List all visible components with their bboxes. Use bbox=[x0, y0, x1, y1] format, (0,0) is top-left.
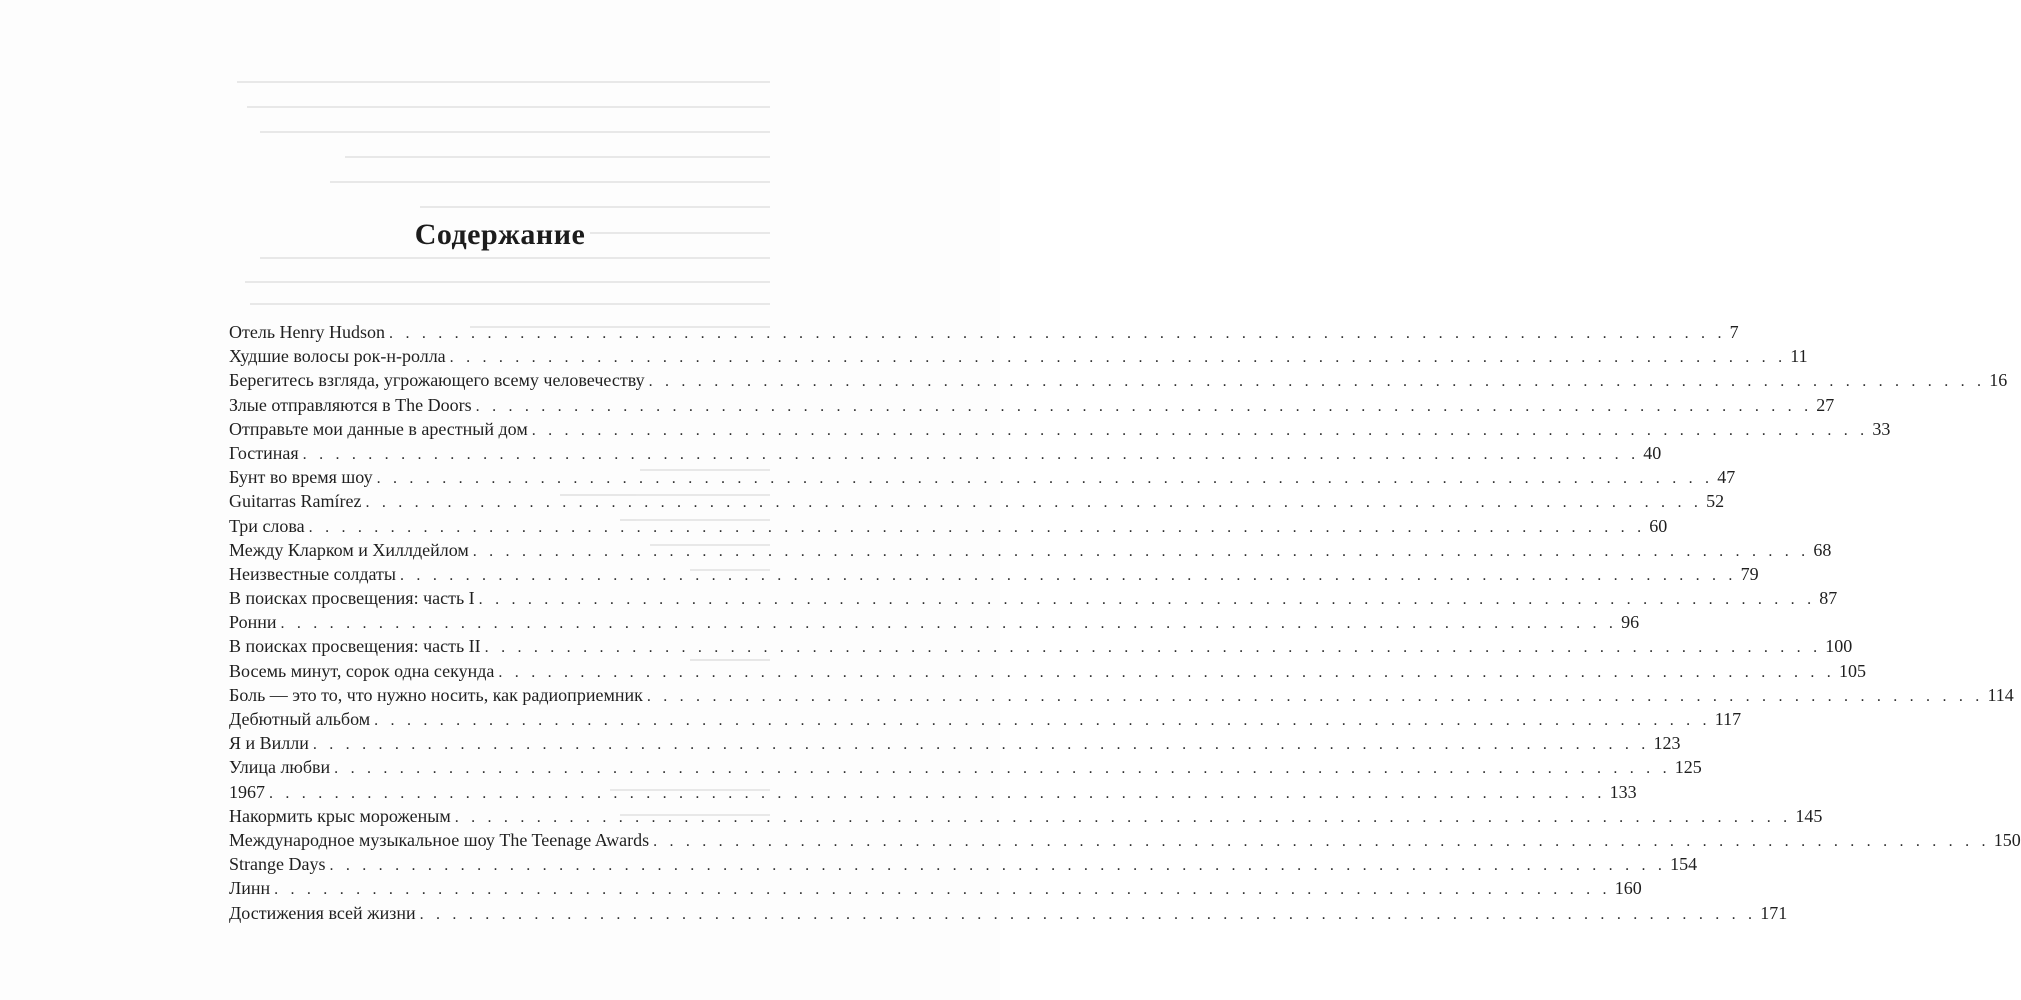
page-title: Содержание bbox=[414, 218, 586, 251]
toc-entry-title: Достижения всей жизни bbox=[229, 902, 416, 923]
toc-entry-title: Дебютный альбом bbox=[229, 709, 371, 729]
toc-entry-title: 1967 bbox=[229, 781, 265, 802]
dot-leader: . . . . . . . . . . . . . . . . . . . . . . . . . . . . . . . . . . . . . . . . . . . . . . . . . . . . . . . . . . . . . . . . . . . . . . . . . . . . . . . . . . bbox=[498, 663, 1835, 681]
toc-entry bbox=[229, 562, 1759, 586]
toc-page-number: 105 bbox=[1839, 660, 1866, 681]
toc-entry-title: В поисках просвещения: часть II bbox=[229, 636, 481, 657]
toc-entry-title: Отель Henry Hudson bbox=[229, 322, 386, 342]
toc-entry bbox=[229, 755, 1702, 779]
dot-leader: . . . . . . . . . . . . . . . . . . . . . . . . . . . . . . . . . . . . . . . . . . . . . . . . . . . . . . . . . . . . . . . . . . . . . . . . . . . . . . . . . . bbox=[374, 712, 1711, 729]
dot-leader: . . . . . . . . . . . . . . . . . . . . . . . . . . . . . . . . . . . . . . . . . . . . . . . . . . . . . . . . . . . . . . . . . . . . . . . . . . . . . . . . . . bbox=[400, 566, 1737, 584]
toc-entry-title: Гостиная bbox=[229, 442, 299, 463]
dot-leader: . . . . . . . . . . . . . . . . . . . . . . . . . . . . . . . . . . . . . . . . . . . . . . . . . . . . . . . . . . . . . . . . . . . . . . . . . . . . . . . . . . bbox=[646, 687, 1984, 705]
dot-leader: . . . . . . . . . . . . . . . . . . . . . . . . . . . . . . . . . . . . . . . . . . . . . . . . . . . . . . . . . . . . . . . . . . . . . . . . . . . . . . . . . . bbox=[478, 591, 1816, 609]
toc-page-number: 133 bbox=[1609, 781, 1637, 802]
toc-entry bbox=[229, 538, 1832, 562]
toc-entry bbox=[229, 441, 1662, 465]
toc-entry bbox=[229, 465, 1736, 489]
dot-leader: . . . . . . . . . . . . . . . . . . . . . . . . . . . . . . . . . . . . . . . . . . . . . . . . . . . . . . . . . . . . . . . . . . . . . . . . . . . . . . . . . . bbox=[302, 445, 1640, 463]
toc-page-number: 27 bbox=[1816, 394, 1835, 415]
toc-page-number: 87 bbox=[1819, 588, 1838, 609]
toc-entry-title: Отправьте мои данные в арестный дом bbox=[229, 418, 528, 439]
toc-page-number: 60 bbox=[1649, 515, 1668, 536]
toc-entry bbox=[229, 586, 1838, 610]
toc-page-number: 47 bbox=[1717, 467, 1736, 488]
toc-page-number: 96 bbox=[1621, 612, 1640, 633]
dot-leader: . . . . . . . . . . . . . . . . . . . . . . . . . . . . . . . . . . . . . . . . . . . . . . . . . . . . . . . . . . . . . . . . . . . . . . . . . . . . . . . . . . bbox=[308, 518, 1646, 536]
toc-entry bbox=[229, 876, 1642, 900]
toc-entry-title: Берегитесь взгляда, угрожающего всему человечеству bbox=[229, 370, 645, 391]
toc-page-number: 123 bbox=[1653, 733, 1681, 754]
toc-entry-title: Худшие волосы рок-н-ролла bbox=[229, 346, 446, 367]
toc-page-number: 100 bbox=[1825, 636, 1853, 657]
toc-entry bbox=[229, 417, 1891, 441]
dot-leader: . . . . . . . . . . . . . . . . . . . . . . . . . . . . . . . . . . . . . . . . . . . . . . . . . . . . . . . . . . . . . . . . . . . . . . . . . . . . . . . . . . bbox=[449, 349, 1787, 367]
table-of-contents bbox=[229, 320, 2021, 925]
dot-leader: . . . . . . . . . . . . . . . . . . . . . . . . . . . . . . . . . . . . . . . . . . . . . . . . . . . . . . . . . . . . . . . . . . . . . . . . . . . . . . . . . . bbox=[472, 542, 1810, 560]
toc-entry-title: Три слова bbox=[229, 515, 305, 536]
toc-page-number: 150 bbox=[1993, 829, 2021, 850]
toc-entry bbox=[229, 731, 1681, 755]
toc-page-number: 40 bbox=[1643, 442, 1662, 463]
dot-leader: . . . . . . . . . . . . . . . . . . . . . . . . . . . . . . . . . . . . . . . . . . . . . . . . . . . . . . . . . . . . . . . . . . . . . . . . . . . . . . . . . . bbox=[531, 421, 1869, 439]
toc-entry-title: Я и Вилли bbox=[229, 733, 309, 754]
dot-leader: . . . . . . . . . . . . . . . . . . . . . . . . . . . . . . . . . . . . . . . . . . . . . . . . . . . . . . . . . . . . . . . . . . . . . . . . . . . . . . . . . . bbox=[454, 808, 1792, 826]
toc-page-number: 171 bbox=[1760, 902, 1788, 923]
toc-page-number: 68 bbox=[1813, 539, 1832, 560]
dot-leader: . . . . . . . . . . . . . . . . . . . . . . . . . . . . . . . . . . . . . . . . . . . . . . . . . . . . . . . . . . . . . . . . . . . . . . . . . . . . . . . . . . bbox=[648, 373, 1986, 391]
toc-entry bbox=[229, 780, 1637, 804]
toc-entry-title: Бунт во время шоу bbox=[229, 467, 373, 488]
toc-page-number: 154 bbox=[1670, 854, 1698, 875]
toc-entry-title: Улица любви bbox=[229, 757, 331, 778]
toc-page-number: 52 bbox=[1706, 491, 1725, 512]
toc-page-number: 33 bbox=[1872, 418, 1891, 439]
toc-page-number: 114 bbox=[1987, 684, 2014, 705]
toc-page-number: 7 bbox=[1729, 322, 1739, 342]
toc-entry-title: Между Кларком и Хиллдейлом bbox=[229, 539, 469, 560]
toc-entry-title: Злые отправляются в The Doors bbox=[229, 394, 472, 415]
toc-entry bbox=[229, 610, 1640, 634]
toc-entry bbox=[229, 828, 2021, 852]
toc-page-number: 145 bbox=[1795, 805, 1823, 826]
toc-entry bbox=[229, 659, 1866, 683]
toc-entry bbox=[229, 368, 2008, 392]
dot-leader: . . . . . . . . . . . . . . . . . . . . . . . . . . . . . . . . . . . . . . . . . . . . . . . . . . . . . . . . . . . . . . . . . . . . . . . . . . . . . . . . . . bbox=[653, 832, 1990, 850]
dot-leader: . . . . . . . . . . . . . . . . . . . . . . . . . . . . . . . . . . . . . . . . . . . . . . . . . . . . . . . . . . . . . . . . . . . . . . . . . . . . . . . . . . bbox=[376, 470, 1714, 488]
toc-entry-title: Неизвестные солдаты bbox=[229, 563, 397, 584]
dot-leader: . . . . . . . . . . . . . . . . . . . . . . . . . . . . . . . . . . . . . . . . . . . . . . . . . . . . . . . . . . . . . . . . . . . . . . . . . . . . . . . . . . bbox=[475, 397, 1813, 415]
toc-entry-title: Накормить крыс мороженым bbox=[229, 805, 451, 826]
toc-page-number: 11 bbox=[1790, 346, 1808, 367]
toc-page-number: 160 bbox=[1614, 878, 1642, 899]
toc-entry-title: Международное музыкальное шоу The Teenage Awards bbox=[229, 829, 650, 850]
toc-entry bbox=[229, 393, 1835, 417]
dot-leader: . . . . . . . . . . . . . . . . . . . . . . . . . . . . . . . . . . . . . . . . . . . . . . . . . . . . . . . . . . . . . . . . . . . . . . . . . . . . . . . . . . bbox=[269, 784, 1606, 802]
dot-leader: . . . . . . . . . . . . . . . . . . . . . . . . . . . . . . . . . . . . . . . . . . . . . . . . . . . . . . . . . . . . . . . . . . . . . . . . . . . . . . . . . . bbox=[389, 325, 1726, 342]
toc-entry bbox=[229, 852, 1698, 876]
toc-entry bbox=[229, 344, 1808, 368]
toc-entry bbox=[229, 683, 2014, 707]
dot-leader: . . . . . . . . . . . . . . . . . . . . . . . . . . . . . . . . . . . . . . . . . . . . . . . . . . . . . . . . . . . . . . . . . . . . . . . . . . . . . . . . . . bbox=[334, 760, 1671, 778]
dot-leader: . . . . . . . . . . . . . . . . . . . . . . . . . . . . . . . . . . . . . . . . . . . . . . . . . . . . . . . . . . . . . . . . . . . . . . . . . . . . . . . . . . bbox=[419, 905, 1757, 923]
toc-entry bbox=[229, 901, 1788, 925]
dot-leader: . . . . . . . . . . . . . . . . . . . . . . . . . . . . . . . . . . . . . . . . . . . . . . . . . . . . . . . . . . . . . . . . . . . . . . . . . . . . . . . . . . bbox=[329, 857, 1667, 875]
toc-entry bbox=[229, 489, 1725, 513]
dot-leader: . . . . . . . . . . . . . . . . . . . . . . . . . . . . . . . . . . . . . . . . . . . . . . . . . . . . . . . . . . . . . . . . . . . . . . . . . . . . . . . . . . bbox=[280, 615, 1618, 633]
toc-entry bbox=[229, 707, 1742, 731]
toc-entry bbox=[229, 804, 1823, 828]
toc-page-number: 117 bbox=[1714, 709, 1742, 729]
toc-entry-title: Восемь минут, сорок одна секунда bbox=[229, 660, 495, 681]
toc-page-number: 125 bbox=[1674, 757, 1702, 778]
toc-entry bbox=[229, 320, 1739, 344]
dot-leader: . . . . . . . . . . . . . . . . . . . . . . . . . . . . . . . . . . . . . . . . . . . . . . . . . . . . . . . . . . . . . . . . . . . . . . . . . . . . . . . . . . bbox=[312, 736, 1650, 754]
toc-entry-title: Линн bbox=[229, 878, 271, 899]
toc-entry-title: Ронни bbox=[229, 612, 277, 633]
toc-entry bbox=[229, 514, 1668, 538]
toc-entry-title: Strange Days bbox=[229, 854, 326, 875]
toc-entry bbox=[229, 634, 1853, 658]
toc-entry-title: В поисках просвещения: часть I bbox=[229, 588, 475, 609]
toc-entry-title: Guitarras Ramírez bbox=[229, 491, 362, 512]
toc-page-number: 79 bbox=[1740, 563, 1759, 584]
dot-leader: . . . . . . . . . . . . . . . . . . . . . . . . . . . . . . . . . . . . . . . . . . . . . . . . . . . . . . . . . . . . . . . . . . . . . . . . . . . . . . . . . . bbox=[274, 881, 1611, 899]
dot-leader: . . . . . . . . . . . . . . . . . . . . . . . . . . . . . . . . . . . . . . . . . . . . . . . . . . . . . . . . . . . . . . . . . . . . . . . . . . . . . . . . . . bbox=[484, 639, 1822, 657]
toc-page-number: 16 bbox=[1989, 370, 2008, 391]
dot-leader: . . . . . . . . . . . . . . . . . . . . . . . . . . . . . . . . . . . . . . . . . . . . . . . . . . . . . . . . . . . . . . . . . . . . . . . . . . . . . . . . . . bbox=[365, 494, 1703, 512]
toc-entry-title: Боль — это то, что нужно носить, как радиоприемник bbox=[229, 684, 643, 705]
